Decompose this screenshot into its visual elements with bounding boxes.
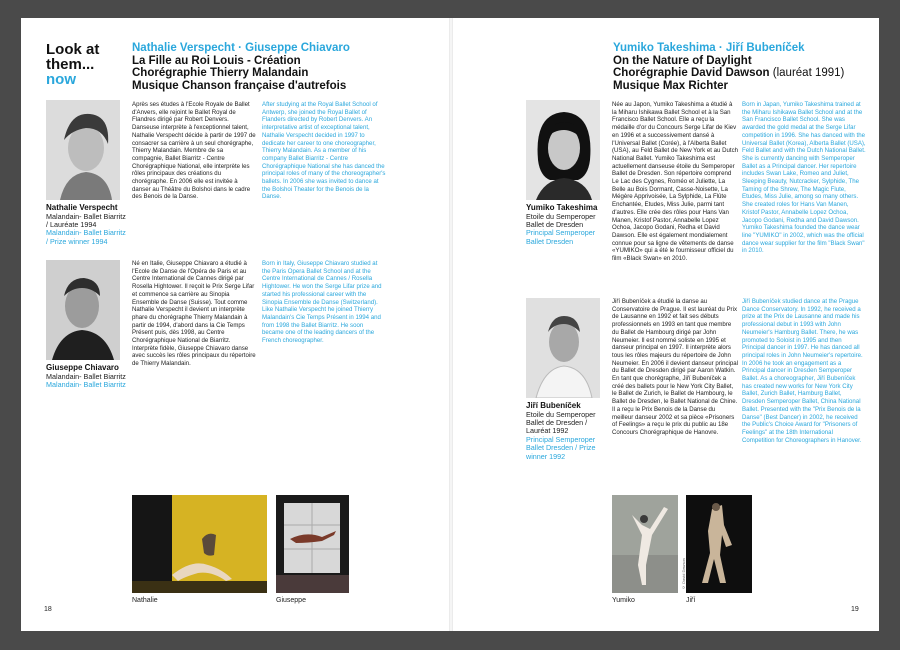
jiri-photo-caption: Jiří [686,597,696,604]
nathalie-role-fr: Malandain- Ballet Biarritz / Lauréate 1994 [46,211,126,229]
now-label: now [46,71,76,88]
look-at-label: Look at them... [46,41,100,73]
yumiko-portrait [526,100,600,200]
jiri-caption [526,401,608,461]
yumiko-name: Yumiko Takeshima [526,203,598,212]
left-music: Musique Chanson française d'autrefois [132,79,347,92]
right-music: Musique Max Richter [613,79,729,92]
giuseppe-role-en: Malandain- Ballet Biarritz [46,379,126,389]
left-dancer-names: Nathalie Verspecht · Giuseppe Chiavaro [132,42,350,54]
giuseppe-role-fr: Malandain- Ballet Biarritz [46,371,126,381]
giuseppe-performance-photo [276,495,349,593]
nathalie-portrait [46,100,120,200]
giuseppe-photo-caption: Giuseppe [276,597,306,604]
right-choreography-note: (lauréat 1991) [772,67,845,79]
yumiko-role-fr: Etoile du Semperoper Ballet de Dresden [526,211,596,229]
giuseppe-name: Giuseppe Chiavaro [46,363,119,372]
right-header [613,42,863,92]
nathalie-performance-photo [132,495,267,593]
page-gutter [449,18,453,631]
right-choreography: Chorégraphie David Dawson [613,67,770,79]
jiri-role-fr: Etoile du Semperoper Ballet de Dresden / Lauréat 1992 [526,409,596,436]
nathalie-bio-en: After studying at the Royal Ballet School of Antwerp, she joined the Royal Ballet of Flanders directed by Robert Denvers. An interpretative artist of exceptional talent, Nathalie Verspecht decided in 1997 to dedicate her career to one choreographer, Thierry Malandain. As a member of his company Ballet Biarritz - Centre Chorégraphique National she has danced the principal roles of many of the choreographer's ballets. In 2006 she was invited to dance at the Bolshoi Theater for the Benois de la Danse. [262,101,386,201]
giuseppe-portrait [46,260,120,360]
jiri-performance-photo [686,495,752,593]
yumiko-caption [526,203,608,246]
page-number-left: 18 [44,606,52,613]
giuseppe-bio-en: Born in Italy, Giuseppe Chiavaro studied at the Paris Opera Ballet School and at the Centre International de Cannes / Rosella Hightower. He won the Serge Lifar prize and started his professional career with the Sinopia Ensemble de Danse (Switzerland). Like Nathalie Verspecht he joined Thierry Malandain's Cie Temps Présent in 1994 and from 1998 the Ballet Biarritz. He soon became one of the leading dancers of the French choreographer. [262,260,382,345]
jiri-bio-en: Jiří Bubeníček studied dance at the Prague Dance Conservatory. In 1992, he received a prize at the Prix de Lausanne and made his professional debut in 1993 with John Neumeier's Hamburg Ballet. There, he was promoted to Soloist in 1995 and then Principal dancer in 1997. He has danced all principal roles in John Neumeier's repertoire. In 2006 he took an engagement as a Principal dancer in Dresden Semperoper Ballet. As a choreographer, Jiří Bubeníček has created new works for New York City Ballet, Zurich Ballet, Hamburg Ballet, Dresden Semperoper Ballet, China National Ballet. Presented with the "Prix Benois de la Danse" (Best Dancer) in 2002, he received the Public's Choice Award for "Prisoners of Feelings" at the 18th International Competition for Choreographers in Hanover. [742,298,863,444]
left-header [132,42,432,92]
giuseppe-caption [46,363,128,389]
right-ballet-title: On the Nature of Daylight [613,54,752,67]
look-at-them-heading [46,42,126,87]
page-number-right: 19 [851,606,859,613]
left-ballet-title: La Fille au Roi Louis - Création [132,54,301,67]
yumiko-performance-photo [612,495,678,593]
nathalie-name: Nathalie Verspecht [46,203,118,212]
nathalie-role-en: Malandain- Ballet Biarritz / Prize winner 1994 [46,228,126,246]
yumiko-photo-caption: Yumiko [612,597,635,604]
jiri-name: Jiří Bubeníček [526,401,581,410]
nathalie-bio-fr: Après ses études à l'Ecole Royale de Ballet d'Anvers, elle rejoint le Ballet Royal de Flandres dirigé par Robert Denvers. Danseuse interprète à l'exceptionnel talent, Nathalie Verspecht décide à partir de 1997 de consacrer sa carrière à un seul chorégraphe, Thierry Malandain. Membre de sa compagnie, Ballet Biarritz - Centre Chorégraphique National, elle interprète les rôles principaux des créations du chorégraphe. En 2006 elle est invitée à danser au Théâtre du Bolshoi dans le cadre des Benois de la Danse. [132,101,256,201]
yumiko-role-en: Principal Semperoper Ballet Dresden [526,228,596,246]
yumiko-bio-en: Born in Japan, Yumiko Takeshima trained at the Miharu Ishikawa Ballet School and at the San Francisco Ballet School. She was awarded the gold medal at the Serge Lifar competition in 1996. She has danced with the Universal Ballet (Korea), Alberta Ballet (USA), Feld Ballet and with the Dutch National Ballet. She is currently dancing with Semperoper Ballet as a Principal dancer. Her repertoire includes Swan Lake, Romeo and Juliet, Sleeping Beauty, Nutcracker, Sylphide, The Taming of the Shrew, The Magic Flute, Etudes, Miss Julie, among so many others. She created roles for Hans Van Manen, Kristof Pastor, Annabelle Lopez Ochoa, Jacopo Godani, Redha and David Dawson. Yumiko Takeshima founded the dance wear line "YUMIKO" in 2002, which was the official dance wear supplier for the film "Black Swan" in 2010. [742,101,866,255]
jiri-bio-fr: Jiří Bubeníček a étudié la danse au Conservatoire de Prague. Il est lauréat du Prix de Lausanne en 1992 et fait ses débuts professionnels en 1993 en tant que membre du Ballet de Hambourg dirigé par John Neumeier. Il est nommé soliste en 1995 et danseur principal en 1997. Il interprète alors tous les rôles majeurs du répertoire de John Neumeier. En 2006 il devient danseur principal du Ballet de Dresden dirigé par Aaron Watkin. En tant que chorégraphe, Jiří Bubeníček a créé des ballets pour le New York City Ballet, le Ballet de Zurich, le Ballet de Hambourg, le Ballet de Dresden, le Ballet National de Chine. Il a reçu le Prix Benois de la Danse du meilleur danseur 2002 et sa pièce «Prisoners of Feelings» a reçu le prix du public au 18e Concours Chorégraphique de Hanovre. [612,298,739,436]
giuseppe-bio-fr: Né en Italie, Giuseppe Chiavaro a étudié à l'Ecole de Danse de l'Opéra de Paris et au Centre International de Cannes dirigé par Rosella Hightower. Il reçoit le Prix Serge Lifar et commence sa carrière au Sinopia Ensemble de Danse (Suisse). Tout comme Nathalie Verspecht il devient un interprète phare du chorégraphe Thierry Malandain à partir de 1994, d'abord dans la Cie Temps Présent puis, dès 1998, au Centre Chorégraphique National de Biarritz. Interprète fidèle, Giuseppe Chiavaro danse avec succès les rôles principaux du répertoire de Thierry Malandain. [132,260,256,368]
jiri-role-en: Principal Semperoper Ballet Dresden / Prize winner 1992 [526,434,596,461]
right-dancer-names: Yumiko Takeshima · Jiří Bubeníček [613,42,805,54]
yumiko-bio-fr: Née au Japon, Yumiko Takeshima a étudié à la Miharu Ishikawa Ballet School et à la San Francisco Ballet School. Elle a reçu la médaille d'or du Concours Serge Lifar de Kiev en 1996 et a successivement dansé à l'Universal Ballet (Corée), à l'Alberta Ballet (USA), au Feld Ballet de New York et au Dutch National Ballet. Yumiko Takeshima est actuellement danseuse étoile du Semperoper Ballet de Dresden. Son répertoire comprend Le Lac des Cygnes, Roméo et Juliette, La Belle au Bois Dormant, Casse-Noisette, La Mégère Apprivoisée, La Sylphide, La Flûte Enchantée, Etudes, Miss Julie, parmi tant d'autres. Elle crée des rôles pour Hans Van Manen, Kristof Pastor, Annabelle Lopez Ochoa, Jacopo Godani, Redha et David Dawson. Elle est également mondialement connue pour sa ligne de vêtements de danse «YUMIKO» qui a été le fournisseur officiel du film «Black Swan» en 2010. [612,101,739,263]
nathalie-caption [46,203,128,246]
jiri-portrait [526,298,600,398]
nathalie-photo-caption: Nathalie [132,597,158,604]
photo-credit: © David Dawson [681,558,686,590]
left-choreography: Chorégraphie Thierry Malandain [132,67,309,79]
